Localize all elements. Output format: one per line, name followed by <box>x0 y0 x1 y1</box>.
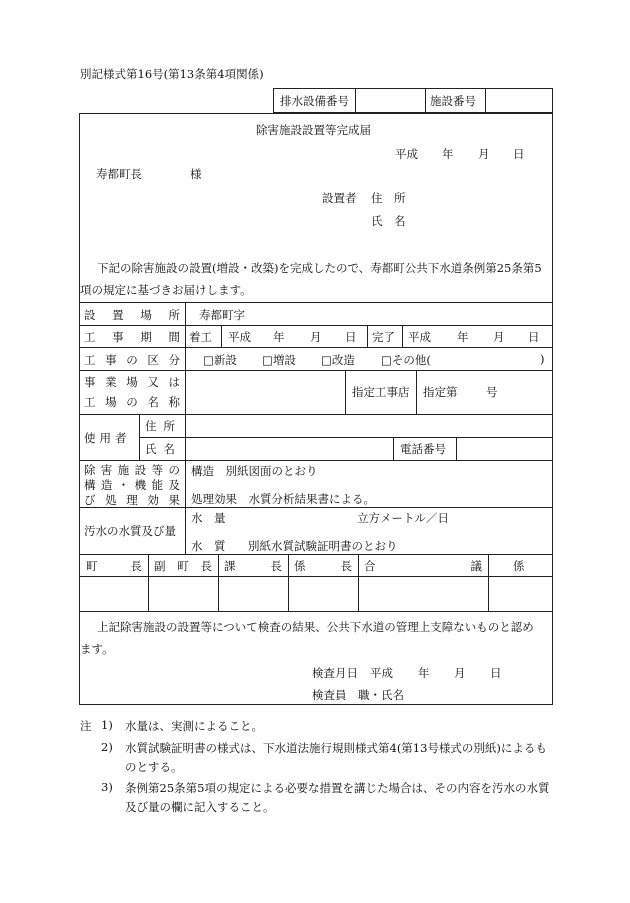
water-volume-unit: 立方メートル／日 <box>357 511 449 525</box>
note-3b: 及び量の欄に記入すること。 <box>125 800 275 814</box>
approval-section-chief: 課 長 <box>224 559 282 573</box>
inspection-text-1: 上記除害施設の設置等について検査の結果、公共下水道の管理上支障ないものと認め <box>97 620 534 634</box>
option-other-close: ) <box>540 352 545 366</box>
honorific: 様 <box>190 167 202 181</box>
facility-number-label: 施設番号 <box>430 94 476 108</box>
option-other[interactable]: □その他( <box>381 353 431 367</box>
facility-label-2: 構 造 ・ 機 能 及 <box>84 478 180 492</box>
body-text-2: 項の規定に基づきお届けします。 <box>80 283 252 297</box>
note-3-number: 3) <box>101 780 113 794</box>
start-era: 平成 <box>228 330 251 344</box>
start-label: 着工 <box>189 330 212 344</box>
installer-label: 設置者 <box>322 191 357 205</box>
note-3a: 条例第25条第5項の規定による必要な措置を講じた場合は、その内容を汚水の水質 <box>125 781 550 795</box>
finish-year: 年 <box>457 330 469 344</box>
option-expand[interactable]: □増設 <box>262 353 296 367</box>
user-name-label: 氏名 <box>145 442 182 456</box>
inspection-month: 月 <box>454 666 466 680</box>
note-2b: のとする。 <box>125 760 183 774</box>
inspection-year: 年 <box>418 666 430 680</box>
facility-structure: 構造 別紙図面のとおり <box>191 464 318 478</box>
date-era: 平成 <box>395 147 418 161</box>
finish-era: 平成 <box>408 330 431 344</box>
start-day: 日 <box>345 330 357 344</box>
note-2a: 水質試験証明書の様式は、下水道法施行規則様式第4(第13号様式の別紙)によるも <box>125 741 547 755</box>
note-2-number: 2) <box>101 740 113 754</box>
start-year: 年 <box>273 330 285 344</box>
inspection-era: 平成 <box>370 666 393 680</box>
facility-label-1: 除 害 施 設 等 の <box>84 463 180 477</box>
date-day: 日 <box>513 147 525 161</box>
contractor-label: 指定工事店 <box>352 385 410 399</box>
finish-day: 日 <box>528 330 540 344</box>
installer-address: 住 所 <box>371 191 406 205</box>
note-1: 水量は、実測によること。 <box>125 719 263 733</box>
inspection-text-2: ます。 <box>80 642 114 656</box>
body-text-1: 下記の除害施設の設置(増設・改築)を完成したので、寿都町公共下水道条例第25条第5 <box>97 261 542 275</box>
designated-label: 指定第 <box>423 385 458 399</box>
option-remodel[interactable]: □改造 <box>321 353 355 367</box>
approval-deputy-mayor: 副 町 長 <box>154 559 212 573</box>
business-label-2: 工 場 の 名 称 <box>84 395 180 409</box>
inspector: 検査員 職・氏名 <box>312 688 404 702</box>
notes-prefix: 注 <box>80 719 92 733</box>
finish-label: 完了 <box>372 330 395 344</box>
facility-label-3: び 処 理 効 果 <box>84 493 180 507</box>
form-title: 除害施設設置等完成届 <box>256 123 371 137</box>
addressee: 寿都町長 <box>96 167 142 181</box>
approval-staff: 係 <box>513 559 525 573</box>
drain-number-label: 排水設備番号 <box>280 94 349 108</box>
approval-subsection-chief: 係 長 <box>294 559 352 573</box>
date-month: 月 <box>478 147 490 161</box>
installer-name: 氏 名 <box>371 214 406 228</box>
note-1-number: 1) <box>101 718 113 732</box>
water-quality-text: 別紙水質試験証明書のとおり <box>248 539 398 553</box>
inspection-date-label: 検査月日 <box>312 666 358 680</box>
start-month: 月 <box>310 330 322 344</box>
finish-month: 月 <box>493 330 505 344</box>
inspection-day: 日 <box>490 666 502 680</box>
designated-number: 号 <box>486 385 498 399</box>
water-volume-label: 水 量 <box>191 511 226 525</box>
location-label: 設 置 場 所 <box>84 308 180 322</box>
date-year: 年 <box>442 147 454 161</box>
location-value: 寿都町字 <box>199 308 245 322</box>
water-label: 汚水の水質及び量 <box>84 524 176 538</box>
business-label-1: 事 業 場 又 は <box>84 375 180 389</box>
option-new[interactable]: □新設 <box>203 353 237 367</box>
water-quality-label: 水 質 <box>191 539 226 553</box>
user-label: 使用者 <box>84 431 131 445</box>
category-label: 工 事 の 区 分 <box>84 353 180 367</box>
form-label: 別記様式第16号(第13条第4項関係) <box>80 67 264 81</box>
approval-consultation: 合 議 <box>364 559 482 573</box>
facility-effect: 処理効果 水質分析結果書による。 <box>191 492 375 506</box>
user-address-label: 住所 <box>145 419 182 433</box>
period-label: 工 事 期 間 <box>84 330 180 344</box>
approval-mayor: 町 長 <box>86 559 142 573</box>
phone-label: 電話番号 <box>400 442 446 456</box>
